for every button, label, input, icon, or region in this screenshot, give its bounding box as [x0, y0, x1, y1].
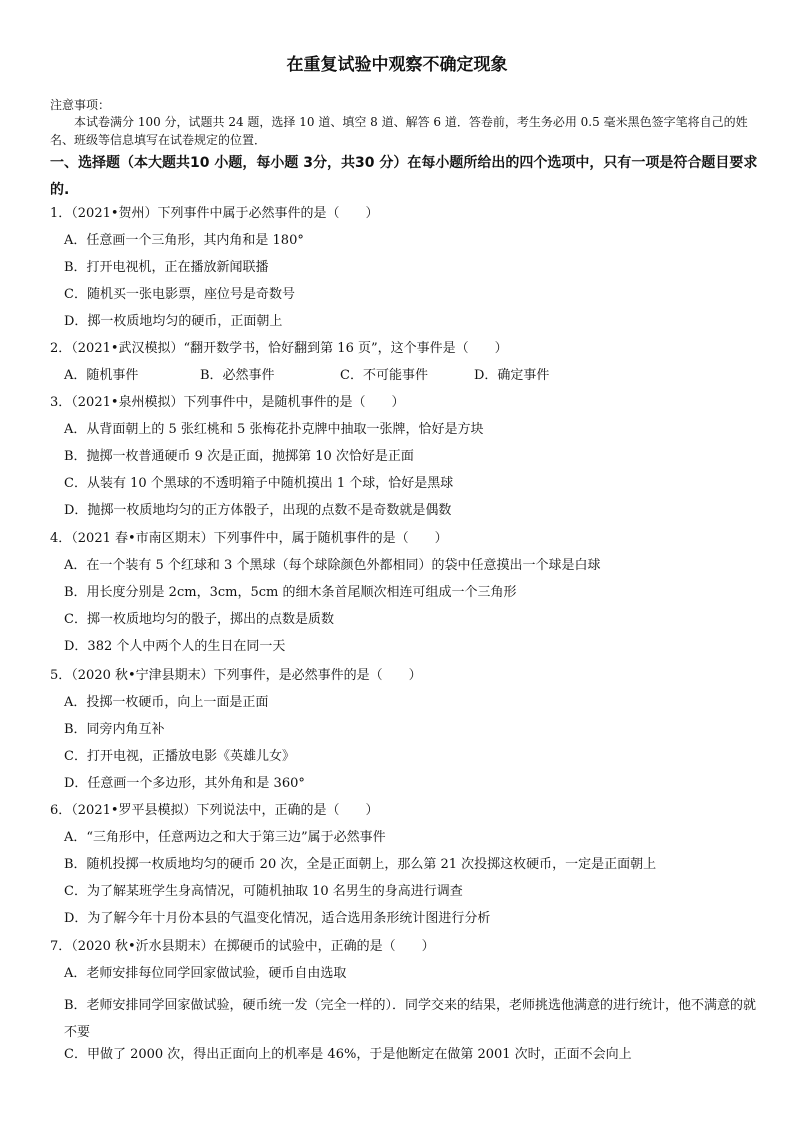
notice-body: 本试卷满分 100 分，试题共 24 题，选择 10 道、填空 8 道、解答 6 道．答卷前，考生务必用 0.5 毫米黑色签字笔将自己的姓名、班级等信息填写在试卷规定的位置．: [50, 115, 748, 147]
question-6-option-b: B．随机投掷一枚质地均匀的硬币 20 次，全是正面朝上，那么第 21 次投掷这枚硬币，一定是正面朝上: [64, 857, 657, 872]
question-4-stem: 4．（2021 春•市南区期末）下列事件中，属于随机事件的是（ ）: [50, 531, 448, 546]
question-7-option-a: A．老师安排每位同学回家做试验，硬币自由选取: [64, 966, 347, 981]
question-7-option-b: B．老师安排同学回家做试验，硬币统一发（完全一样的）．同学交来的结果，老师挑选他满意的进行统计，他不满意的就不要: [64, 998, 757, 1040]
question-2-option-d: D．确定事件: [474, 368, 550, 383]
question-5-stem: 5．（2020 秋•宁津县期末）下列事件，是必然事件的是（ ）: [50, 668, 422, 683]
question-6-option-a: A．“三角形中，任意两边之和大于第三边”属于必然事件: [64, 830, 386, 845]
question-2-option-c: C．不可能事件: [340, 368, 428, 383]
question-6-option-d: D．为了解今年十月份本县的气温变化情况，适合选用条形统计图进行分析: [64, 911, 491, 926]
question-3-stem: 3．（2021•泉州模拟）下列事件中，是随机事件的是（ ）: [50, 395, 405, 410]
section-heading-line2: 的.: [50, 182, 70, 198]
question-7-option-c: C．甲做了 2000 次，得出正面向上的机率是 46%，于是他断定在做第 2001 次时，正面不会向上: [64, 1047, 632, 1062]
question-4-option-a: A．在一个装有 5 个红球和 3 个黑球（每个球除颜色外都相同）的袋中任意摸出一个球是白球: [64, 558, 601, 573]
question-1-option-c: C．随机买一张电影票，座位号是奇数号: [64, 287, 295, 302]
question-3-option-c: C．从装有 10 个黑球的不透明箱子中随机摸出 1 个球，恰好是黑球: [64, 476, 454, 491]
section-heading: [50, 150, 760, 204]
question-4-option-c: C．掷一枚质地均匀的骰子，掷出的点数是质数: [64, 612, 334, 627]
question-5-option-a: A．投掷一枚硬币，向上一面是正面: [64, 695, 269, 710]
question-6-stem: 6．（2021•罗平县模拟）下列说法中，正确的是（ ）: [50, 803, 379, 818]
question-2-option-b: B．必然事件: [200, 368, 275, 383]
question-4-option-b: B．用长度分别是 2cm，3cm，5cm 的细木条首尾顺次相连可组成一个三角形: [64, 585, 517, 600]
question-7-stem: 7．（2020 秋•沂水县期末）在掷硬币的试验中，正确的是（ ）: [50, 939, 435, 954]
question-3-option-b: B．抛掷一枚普通硬币 9 次是正面，抛掷第 10 次恰好是正面: [64, 449, 414, 464]
question-1-option-d: D．掷一枚质地均匀的硬币，正面朝上: [64, 314, 283, 329]
section-heading-line1: 一、选择题（本大题共10 小题，每小题 3分，共30 分）在每小题所给出的四个选项中，只有一项是符合题目要求: [50, 155, 758, 171]
question-2-option-a: A．随机事件: [64, 368, 139, 383]
question-2-options: [64, 367, 549, 385]
question-1-stem: 1．（2021•贺州）下列事件中属于必然事件的是（ ）: [50, 206, 379, 221]
page-title: 在重复试验中观察不确定现象: [286, 55, 508, 75]
question-2-stem: 2．（2021•武汉模拟）“翻开数学书，恰好翻到第 16 页”，这个事件是（ ）: [50, 341, 508, 356]
question-3-option-d: D．抛掷一枚质地均匀的正方体骰子，出现的点数不是奇数就是偶数: [64, 503, 452, 518]
question-3-option-a: A．从背面朝上的 5 张红桃和 5 张梅花扑克牌中抽取一张牌，恰好是方块: [64, 422, 484, 437]
question-1-option-a: A．任意画一个三角形，其内角和是 180°: [64, 233, 304, 248]
question-1-option-b: B．打开电视机，正在播放新闻联播: [64, 260, 269, 275]
question-6-option-c: C．为了解某班学生身高情况，可随机抽取 10 名男生的身高进行调查: [64, 884, 463, 899]
question-5-option-c: C．打开电视，正播放电影《英雄儿女》: [64, 749, 295, 764]
question-5-option-b: B．同旁内角互补: [64, 722, 165, 737]
question-4-option-d: D．382 个人中两个人的生日在同一天: [64, 639, 286, 654]
question-5-option-d: D．任意画一个多边形，其外角和是 360°: [64, 776, 305, 791]
notice-heading: 注意事项：: [50, 98, 111, 112]
